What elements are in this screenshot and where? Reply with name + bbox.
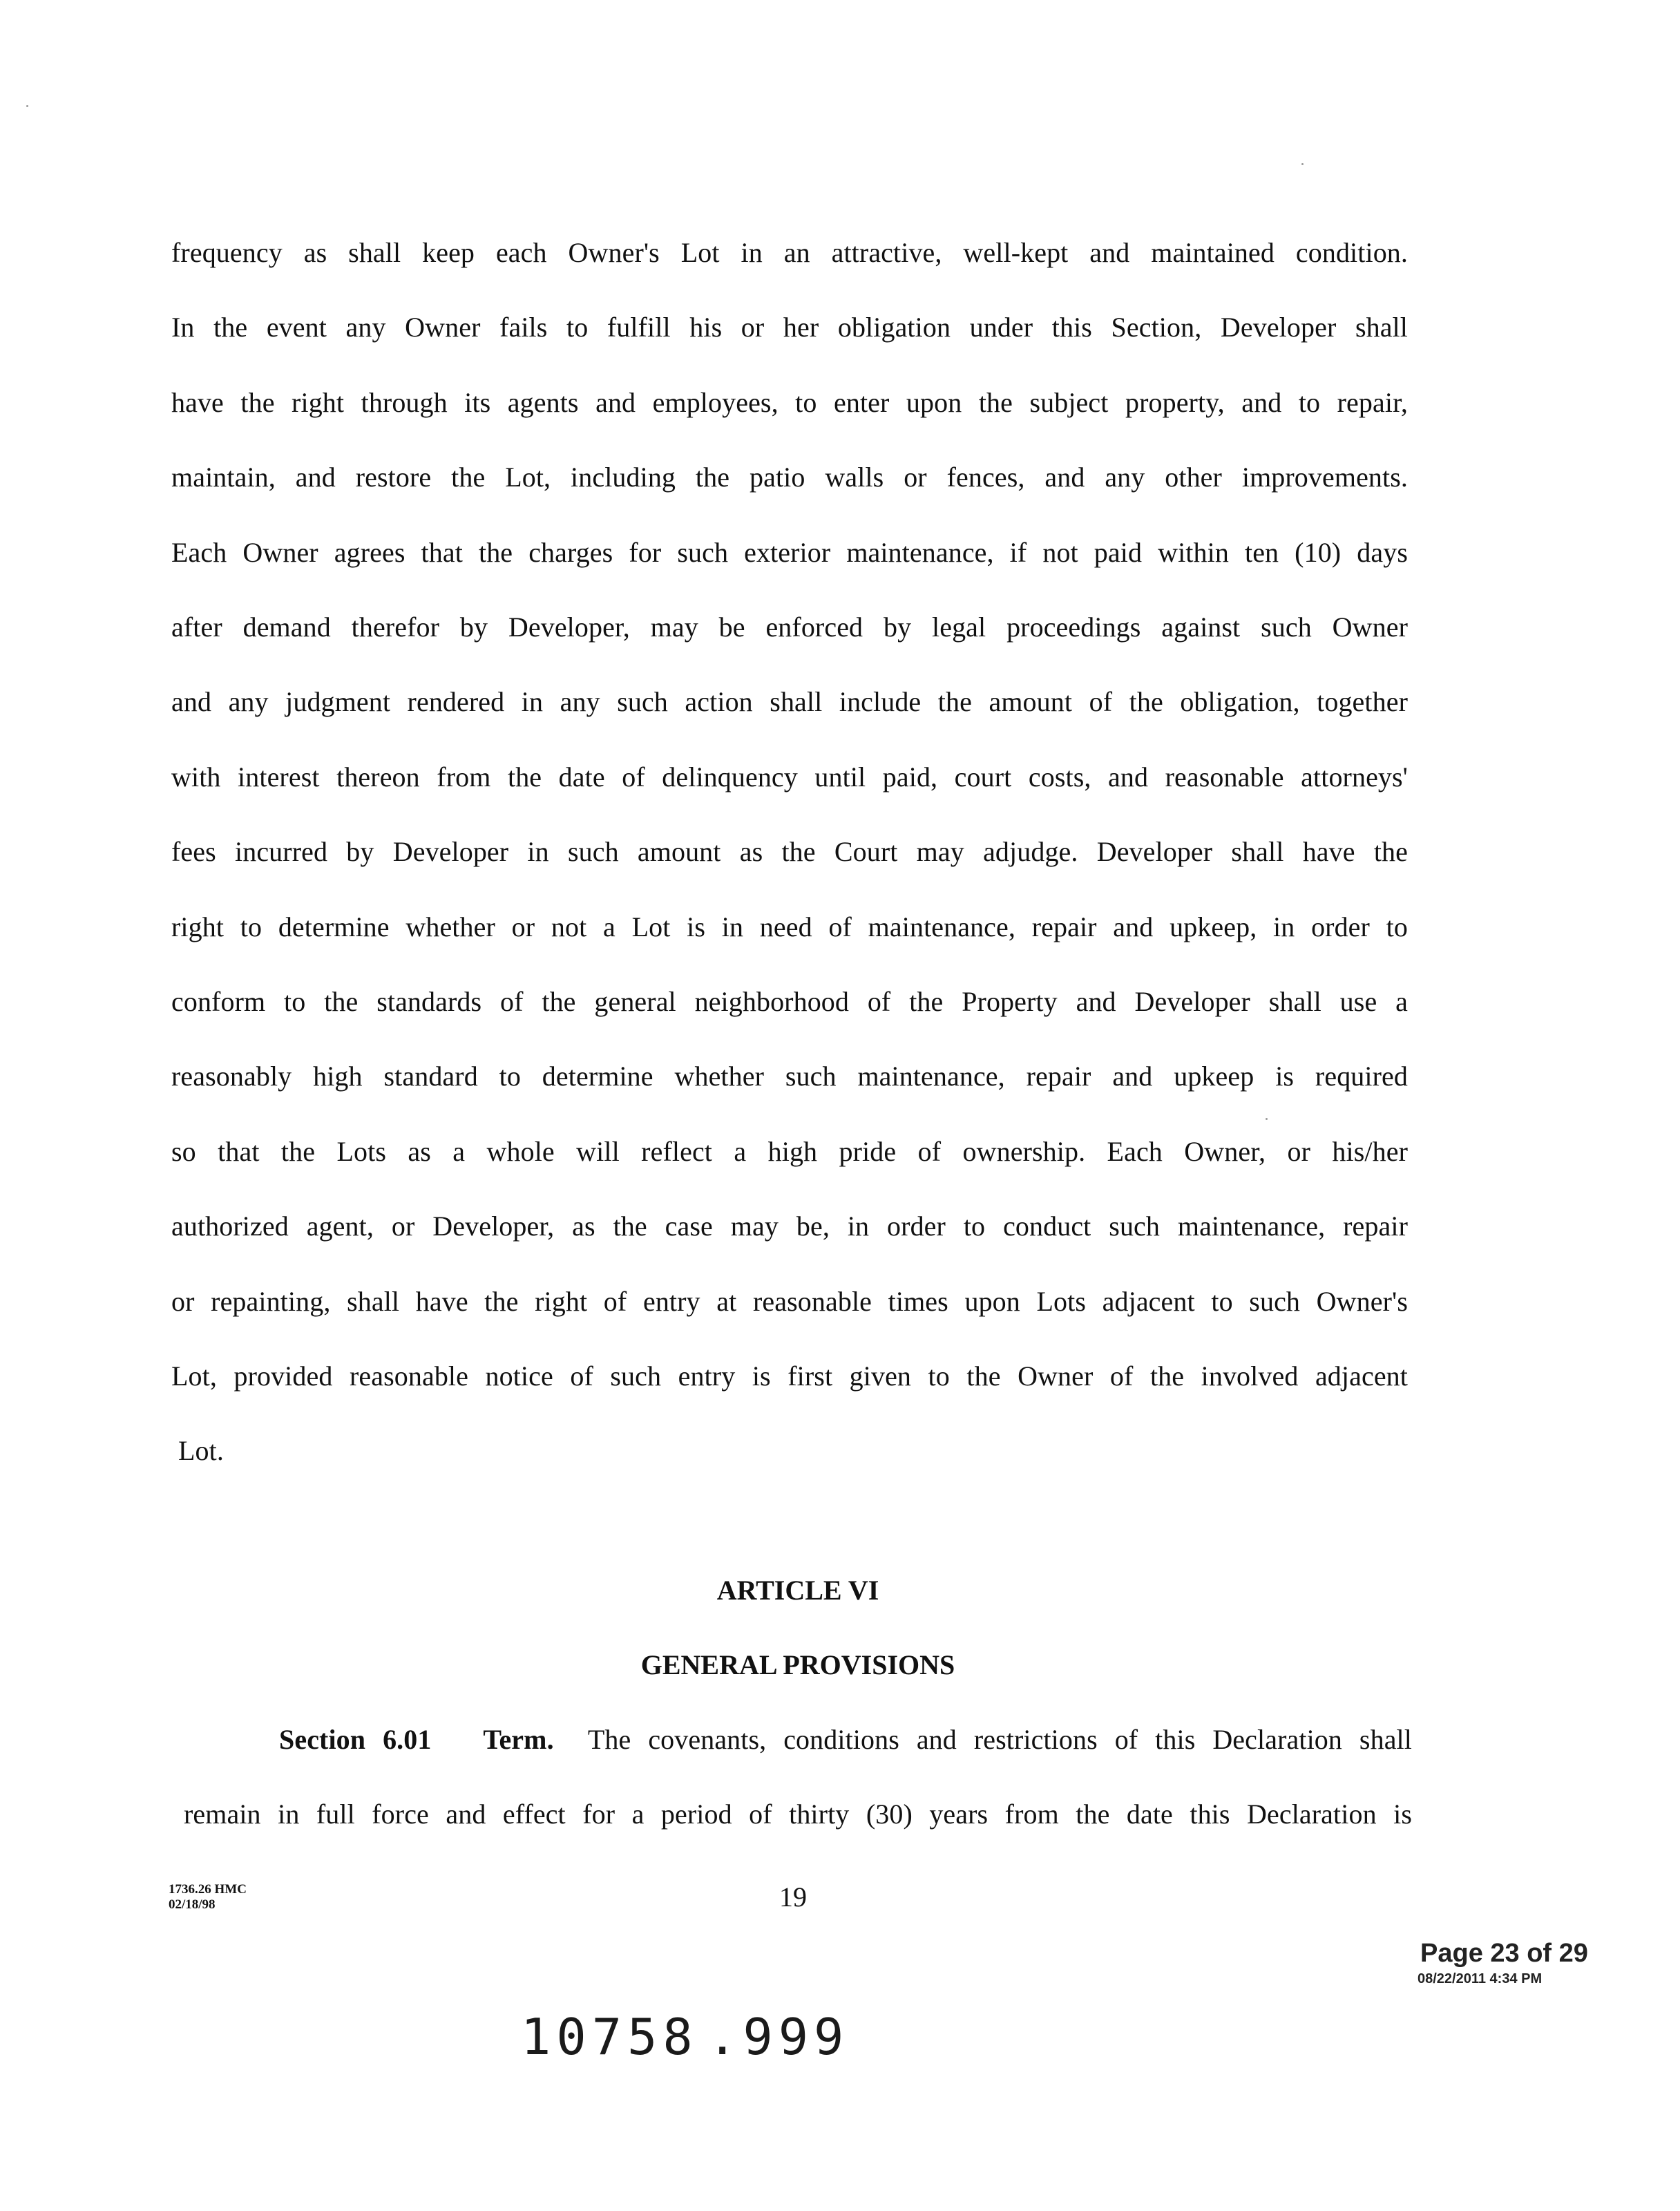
scan-speck <box>26 105 28 107</box>
body-line: with interest thereon from the date of delinquency until paid, court costs, and reasonable attorneys' <box>171 761 1408 793</box>
book-page-number: .999 <box>707 2008 850 2066</box>
page-number: 19 <box>779 1881 807 1913</box>
document-date: 02/18/98 <box>169 1897 216 1912</box>
body-line: frequency as shall keep each Owner's Lot in an attractive, well-kept and maintained condition. <box>171 237 1408 268</box>
body-line: Lot. <box>178 1435 224 1466</box>
body-line: have the right through its agents and employees, to enter upon the subject property, and to repair, <box>171 387 1408 418</box>
section-name: Term. <box>483 1724 554 1755</box>
article-title: GENERAL PROVISIONS <box>640 1649 955 1680</box>
recording-timestamp: 08/22/2011 4:34 PM <box>1418 1971 1543 1986</box>
section-number: Section 6.01 <box>279 1724 432 1755</box>
section-second-line: remain in full force and effect for a period of thirty (30) years from the date this Declaration is <box>184 1799 1412 1830</box>
body-line: reasonably high standard to determine whether such maintenance, repair and upkeep is required <box>171 1061 1408 1092</box>
scan-speck <box>1301 163 1304 165</box>
body-line: or repainting, shall have the right of entry at reasonable times upon Lots adjacent to such Owner's <box>171 1286 1408 1317</box>
body-line: maintain, and restore the Lot, including the patio walls or fences, and any other improvements. <box>171 462 1408 493</box>
document-code: 1736.26 HMC <box>169 1882 247 1897</box>
body-line: Lot, provided reasonable notice of such entry is first given to the Owner of the involved adjacent <box>171 1360 1408 1392</box>
body-line: conform to the standards of the general neighborhood of the Property and Developer shall use a <box>171 986 1408 1017</box>
section-text: The covenants, conditions and restrictions of this Declaration shall <box>587 1724 1412 1755</box>
body-line: fees incurred by Developer in such amount as the Court may adjudge. Developer shall have the <box>171 836 1408 867</box>
article-heading: ARTICLE VI <box>716 1575 879 1606</box>
body-line: after demand therefor by Developer, may be enforced by legal proceedings against such Owner <box>171 611 1408 643</box>
scan-speck <box>1266 1118 1268 1120</box>
section-first-line <box>279 1723 1412 1756</box>
body-line: so that the Lots as a whole will reflect a high pride of ownership. Each Owner, or his/her <box>171 1136 1408 1167</box>
book-number: 10758 <box>521 2008 698 2066</box>
body-line: right to determine whether or not a Lot is in need of maintenance, repair and upkeep, in order to <box>171 911 1408 942</box>
body-line: and any judgment rendered in any such action shall include the amount of the obligation, together <box>171 686 1408 717</box>
recording-page-label: Page 23 of 29 <box>1420 1939 1588 1968</box>
body-line: authorized agent, or Developer, as the case may be, in order to conduct such maintenance, repair <box>171 1211 1408 1242</box>
body-line: Each Owner agrees that the charges for such exterior maintenance, if not paid within ten (10) days <box>171 537 1408 568</box>
body-line: In the event any Owner fails to fulfill his or her obligation under this Section, Developer shall <box>171 312 1408 343</box>
